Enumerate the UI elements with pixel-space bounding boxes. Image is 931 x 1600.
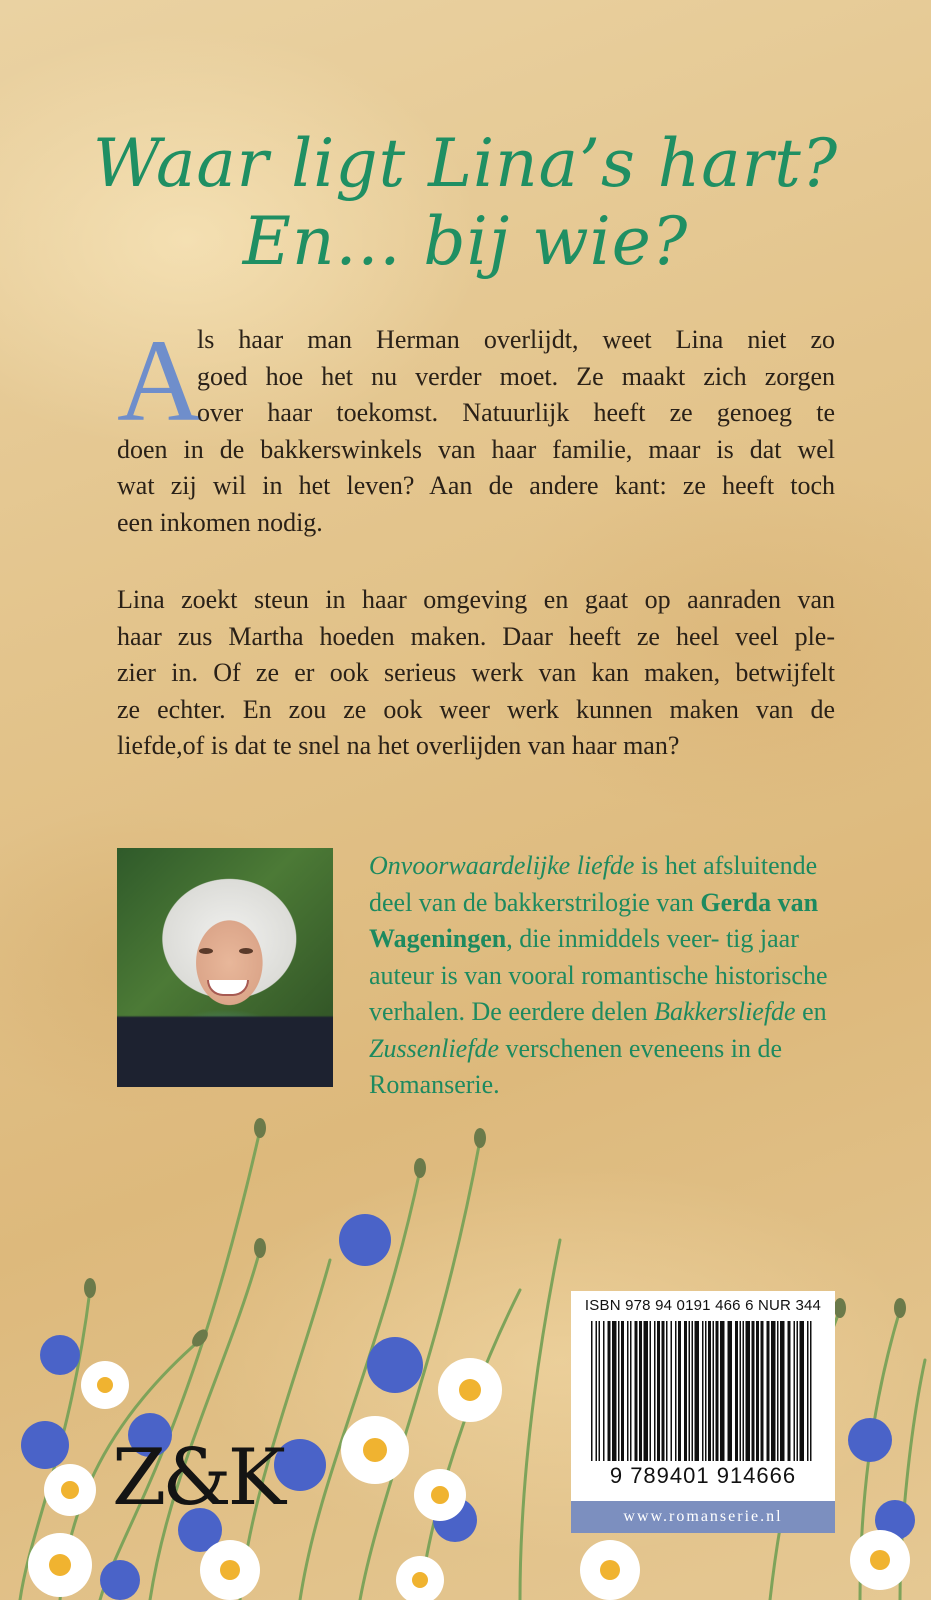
barcode-bar	[657, 1321, 660, 1461]
blurb-line: liefde,of is dat te snel na het overlijden van haar man?	[117, 731, 680, 760]
barcode-bar	[752, 1321, 755, 1461]
barcode-bar	[780, 1321, 785, 1461]
author-photo	[117, 848, 333, 1087]
isbn-label: ISBN 978 94 0191 466 6 NUR 344	[584, 1297, 822, 1314]
barcode-bar	[728, 1321, 733, 1461]
barcode-bar	[777, 1321, 779, 1461]
barcode-bar	[621, 1321, 624, 1461]
blurb-line: doen in de bakkerswinkels van haar familie, maar is dat wel	[117, 434, 835, 464]
barcode	[589, 1321, 817, 1461]
barcode-bar	[756, 1321, 759, 1461]
barcode-bar	[608, 1321, 611, 1461]
barcode-bar	[810, 1321, 812, 1461]
blurb-paragraph-1	[117, 315, 835, 541]
barcode-bar	[689, 1321, 691, 1461]
barcode-bar	[678, 1321, 681, 1461]
barcode-bar	[684, 1321, 687, 1461]
photo-smile	[207, 980, 249, 996]
barcode-bar	[644, 1321, 649, 1461]
barcode-bar	[675, 1321, 677, 1461]
barcode-bar	[708, 1321, 711, 1461]
barcode-bar	[761, 1321, 764, 1461]
photo-eye	[199, 948, 213, 954]
blurb-line: goed hoe het nu verder moet. Ze maakt zich zorgen	[197, 361, 835, 391]
drop-cap: A	[117, 315, 203, 446]
blurb-line: een inkomen nodig.	[117, 507, 323, 537]
barcode-bar	[735, 1321, 738, 1461]
blurb-line: zier in. Of ze er ook serieus werk van kan maken, betwijfelt	[117, 658, 835, 687]
website-url: www.romanserie.nl	[571, 1501, 835, 1533]
isbn-barcode-box	[571, 1291, 835, 1533]
blurb-line: haar zus Martha hoeden maken. Daar heeft ze heel veel ple-	[117, 621, 835, 651]
bio-book-1: Bakkersliefde	[654, 997, 796, 1026]
barcode-bar	[800, 1321, 805, 1461]
bio-title: Onvoorwaardelijke liefde	[369, 851, 635, 880]
tagline-line-1: Waar ligt Lina’s hart?	[92, 125, 839, 202]
barcode-bar	[591, 1321, 593, 1461]
barcode-bar	[599, 1321, 601, 1461]
barcode-bar	[630, 1321, 632, 1461]
barcode-bar	[797, 1321, 799, 1461]
barcode-bar	[596, 1321, 598, 1461]
barcode-bar	[716, 1321, 719, 1461]
barcode-bar	[720, 1321, 725, 1461]
barcode-bar	[794, 1321, 796, 1461]
blurb-line: wat zij wil in het leven? Aan de andere kant: ze heeft toch	[117, 471, 835, 500]
barcode-bar	[771, 1321, 776, 1461]
barcode-bar	[627, 1321, 629, 1461]
barcode-bar	[767, 1321, 770, 1461]
tagline-line-2: En... bij wie?	[242, 203, 689, 280]
barcode-bar	[662, 1321, 665, 1461]
barcode-bar	[650, 1321, 652, 1461]
barcode-bar	[695, 1321, 700, 1461]
barcode-bar	[635, 1321, 638, 1461]
barcode-bar	[654, 1321, 656, 1461]
barcode-bar	[639, 1321, 642, 1461]
bio-author: Gerda van Wageningen	[369, 887, 819, 953]
barcode-bar	[743, 1321, 745, 1461]
publisher-logo: Z&K	[112, 1433, 282, 1523]
blurb-line: ls haar man Herman overlijdt, weet Lina niet zo	[197, 325, 835, 354]
barcode-bar	[603, 1321, 605, 1461]
barcode-bar	[692, 1321, 694, 1461]
bio-text: is het afsluitende deel van de bakkerstrilogie van	[369, 851, 818, 917]
barcode-bar	[671, 1321, 673, 1461]
bio-text: , die inmiddels veer- tig jaar auteur is van vooral romantische historische verhalen. De eerdere delen	[369, 924, 828, 1026]
bio-text: verschenen eveneens in de Romanserie.	[369, 1033, 782, 1099]
barcode-bar	[705, 1321, 707, 1461]
barcode-bar	[746, 1321, 751, 1461]
barcode-bar	[612, 1321, 617, 1461]
bio-text: en	[795, 997, 827, 1026]
barcode-bar	[807, 1321, 809, 1461]
barcode-bar	[713, 1321, 715, 1461]
barcode-bar	[740, 1321, 742, 1461]
barcode-bar	[788, 1321, 791, 1461]
author-bio	[369, 848, 835, 1104]
barcode-bar	[618, 1321, 620, 1461]
blurb-paragraph-2	[117, 582, 835, 765]
blurb-line: Lina zoekt steun in haar omgeving en gaat op aanraden van	[117, 585, 835, 614]
barcode-bar	[666, 1321, 668, 1461]
bio-book-2: Zussenliefde	[369, 1033, 499, 1063]
barcode-digits: 9 789401 914666	[609, 1463, 797, 1488]
blurb-line: ze echter. En zou ze ook weer werk kunnen maken van de	[117, 694, 835, 724]
photo-eye	[239, 948, 253, 954]
blurb-line: over haar toekomst. Natuurlijk heeft ze genoeg te	[197, 398, 835, 427]
barcode-bar	[702, 1321, 704, 1461]
